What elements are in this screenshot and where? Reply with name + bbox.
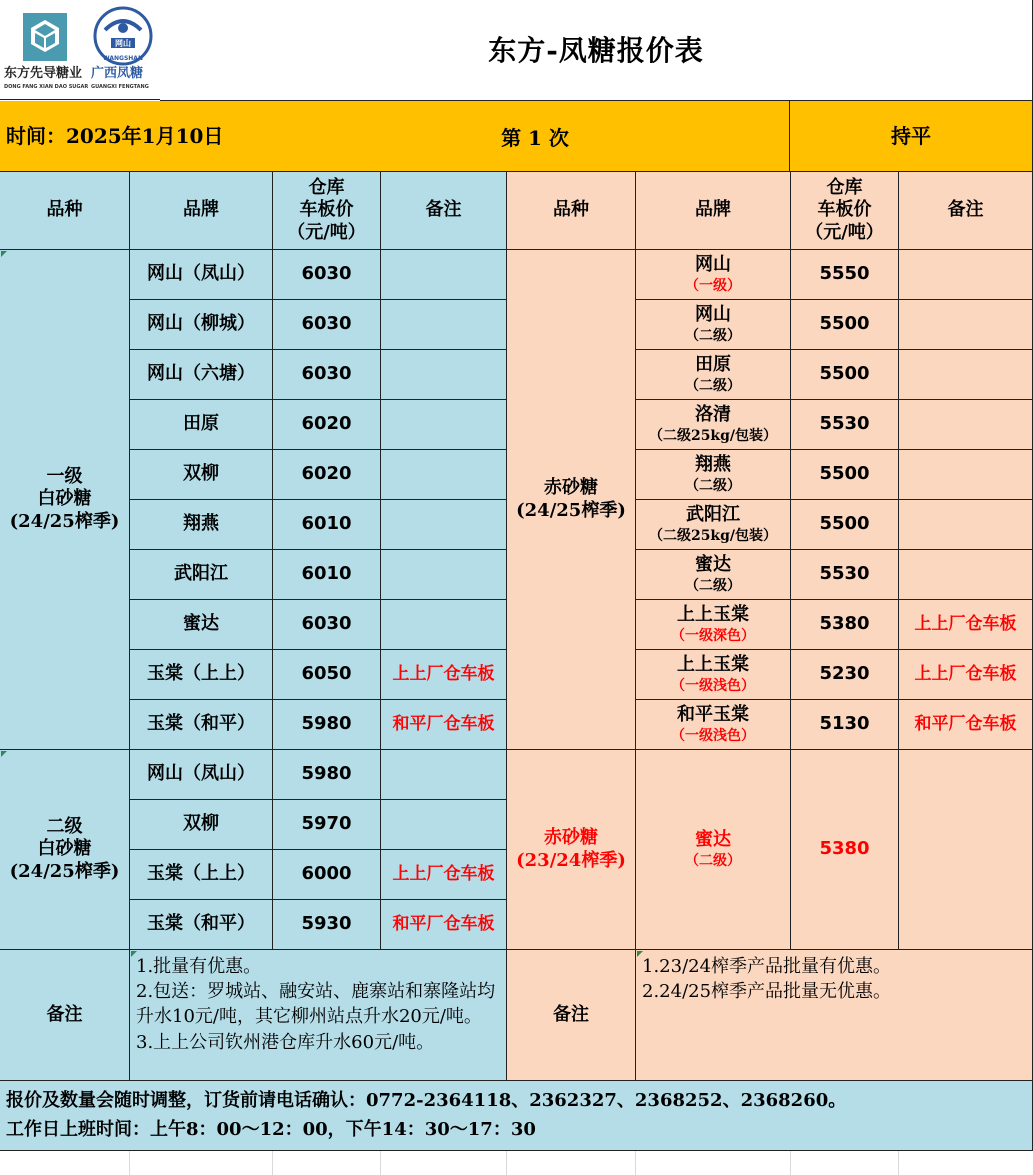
brand-cell <box>636 400 791 450</box>
brand-grade: （一级浅色） <box>671 727 755 744</box>
brand-cell <box>130 700 273 750</box>
price-cell <box>273 750 381 800</box>
price-cell <box>791 300 899 350</box>
header-variety-left <box>0 172 130 250</box>
remark-text: 上上厂仓车板 <box>914 663 1017 684</box>
note-line: 3.上上公司钦州港仓库升水60元/吨。 <box>136 1031 435 1053</box>
brand-cell <box>130 900 273 950</box>
remark-cell <box>381 800 507 850</box>
remark-cell <box>899 500 1033 550</box>
footer-hours: 工作日上班时间：上午8：00～12：00，下午14：30～17：30 <box>6 1118 536 1140</box>
brand-name: 翔燕 <box>695 454 731 476</box>
price-cell <box>791 450 899 500</box>
fengtang-logo-en: GUANGXI FENGTANG <box>91 84 149 90</box>
grade2-white-variety <box>0 750 130 950</box>
dongfang-logo-cn: 东方先导糖业 <box>4 66 83 81</box>
brand-name: 玉棠（和平） <box>147 913 255 935</box>
note-line: 2.包送：罗城站、融安站、鹿寨站和寨隆站均升水10元/吨，其它柳州站点升水20元/吨。 <box>136 981 496 1028</box>
header-label: 车板价 <box>817 199 872 221</box>
header-label: （元/吨） <box>287 221 366 243</box>
brand-cell <box>130 300 273 350</box>
price-cell <box>273 450 381 500</box>
header-remark-right <box>899 172 1033 250</box>
note-line: 1.批量有优惠。 <box>136 956 262 977</box>
remark-cell <box>899 700 1033 750</box>
brand-grade: （一级深色） <box>671 627 755 644</box>
header-label: 品牌 <box>183 199 219 221</box>
price-cell <box>791 550 899 600</box>
brand-name: 武阳江 <box>174 563 228 585</box>
remark-cell <box>381 300 507 350</box>
svg-text:WANGSHAN: WANGSHAN <box>103 55 143 62</box>
header-label: 车板价 <box>299 199 354 221</box>
price-cell <box>791 650 899 700</box>
brand-name: 上上玉棠 <box>677 604 749 626</box>
brand-name: 玉棠（上上） <box>147 663 255 685</box>
price-cell <box>273 300 381 350</box>
price-value: 5530 <box>819 413 870 435</box>
header-label: 品种 <box>46 199 83 221</box>
price-value: 5980 <box>301 763 352 785</box>
price-value: 6010 <box>301 563 352 585</box>
remark-cell <box>899 400 1033 450</box>
brand-cell <box>636 350 791 400</box>
remark-text: 上上厂仓车板 <box>914 613 1017 634</box>
price-value: 5380 <box>819 613 870 635</box>
brand-grade: （二级25kg/包装） <box>648 427 778 444</box>
brand-cell <box>636 500 791 550</box>
price-cell <box>791 700 899 750</box>
status-cell <box>790 101 1033 172</box>
variety-line: 赤砂糖 <box>544 827 598 848</box>
price-cell <box>791 400 899 450</box>
price-value: 5980 <box>301 713 352 735</box>
sheet-title: 东方-凤糖报价表 <box>488 33 704 67</box>
brand-name: 网山 <box>695 254 731 276</box>
red-sugar-current-variety <box>507 250 636 750</box>
header-label: 备注 <box>947 199 984 221</box>
brand-cell <box>636 700 791 750</box>
brand-cell <box>636 600 791 650</box>
price-value: 5500 <box>819 363 870 385</box>
price-value: 6030 <box>301 613 352 635</box>
brand-name: 网山 <box>695 304 731 326</box>
brand-cell <box>130 550 273 600</box>
price-value: 5500 <box>819 463 870 485</box>
brand-name: 蜜达 <box>695 829 731 851</box>
brand-cell <box>130 250 273 300</box>
brand-name: 洛清 <box>695 404 731 426</box>
fengtang-logo <box>93 6 153 73</box>
footer <box>0 1081 1033 1151</box>
red-sugar-old-price <box>791 750 899 950</box>
brand-cell <box>130 600 273 650</box>
remark-text: 和平厂仓车板 <box>392 713 495 734</box>
price-cell <box>273 350 381 400</box>
price-cell <box>273 550 381 600</box>
footer-contact: 报价及数量会随时调整，订货前请电话确认：0772-2364118、2362327、2368252、2368260。 <box>6 1089 847 1111</box>
price-value: 5550 <box>819 263 870 285</box>
empty-grid-row <box>0 1151 1033 1175</box>
remark-cell <box>381 850 507 900</box>
price-value: 6030 <box>301 363 352 385</box>
brand-grade: （二级） <box>685 327 741 344</box>
remark-cell <box>899 650 1033 700</box>
brand-name: 网山（凤山） <box>147 763 255 785</box>
brand-grade: （二级25kg/包装） <box>648 527 778 544</box>
price-value: 6020 <box>301 413 352 435</box>
variety-line: 白砂糖 <box>37 838 92 860</box>
remark-cell <box>381 350 507 400</box>
brand-cell <box>130 350 273 400</box>
price-cell <box>273 600 381 650</box>
remark-cell <box>381 250 507 300</box>
price-value: 6030 <box>301 313 352 335</box>
variety-line: 赤砂糖 <box>544 477 598 498</box>
brand-cell <box>130 400 273 450</box>
price-cell <box>791 500 899 550</box>
dongfang-logo-en: DONG FANG XIAN DAO SUGAR <box>4 84 89 90</box>
notes-label-right <box>507 950 636 1081</box>
remark-text: 上上厂仓车板 <box>392 663 495 684</box>
remark-cell <box>381 450 507 500</box>
price-value: 5500 <box>819 313 870 335</box>
variety-line: (24/25榨季) <box>516 499 626 521</box>
brand-cell <box>636 250 791 300</box>
fengtang-logo-cn: 广西凤糖 <box>91 66 144 81</box>
header-variety-right <box>507 172 636 250</box>
remark-cell <box>899 450 1033 500</box>
logo-area <box>0 0 160 100</box>
price-cell <box>791 350 899 400</box>
variety-line: (23/24榨季) <box>516 849 626 871</box>
price-cell <box>273 400 381 450</box>
quote-round: 第 1 次 <box>501 126 569 150</box>
header-label: 品牌 <box>695 199 731 221</box>
remark-cell <box>381 650 507 700</box>
price-value: 6030 <box>301 263 352 285</box>
price-status: 持平 <box>891 123 931 148</box>
remark-text: 上上厂仓车板 <box>392 863 495 884</box>
brand-cell <box>130 650 273 700</box>
brand-name: 网山（柳城） <box>147 313 255 335</box>
price-cell <box>273 500 381 550</box>
brand-name: 翔燕 <box>183 513 219 535</box>
price-value: 5380 <box>819 838 870 860</box>
price-value: 6010 <box>301 513 352 535</box>
header-label: （元/吨） <box>805 221 884 243</box>
brand-grade: （一级浅色） <box>671 677 755 694</box>
header-label: 仓库 <box>308 176 345 198</box>
brand-name: 武阳江 <box>686 504 740 526</box>
header-label: 仓库 <box>826 176 863 198</box>
header-price-right <box>791 172 899 250</box>
grade1-white-variety <box>0 250 130 750</box>
price-cell <box>273 700 381 750</box>
brand-name: 网山（凤山） <box>147 263 255 285</box>
dongfang-logo <box>22 12 68 69</box>
brand-name: 玉棠（上上） <box>147 863 255 885</box>
brand-cell <box>636 650 791 700</box>
price-value: 5230 <box>819 663 870 685</box>
price-cell <box>273 850 381 900</box>
remark-cell <box>899 600 1033 650</box>
cell-comment-marker <box>1 751 7 757</box>
brand-grade: （二级） <box>685 577 741 594</box>
svg-text:网山: 网山 <box>115 39 131 48</box>
header-brand-right <box>636 172 791 250</box>
variety-line: 一级 <box>46 465 83 487</box>
variety-line: (24/25榨季) <box>9 510 120 532</box>
time-cell <box>0 101 790 172</box>
brand-name: 双柳 <box>183 463 219 485</box>
variety-line: 二级 <box>46 815 83 837</box>
price-value: 6000 <box>301 863 352 885</box>
brand-name: 蜜达 <box>183 613 219 635</box>
remark-cell <box>381 600 507 650</box>
header-remark-left <box>381 172 507 250</box>
price-value: 5130 <box>819 713 870 735</box>
remark-cell <box>381 900 507 950</box>
remark-cell <box>381 400 507 450</box>
note-line: 2.24/25榨季产品批量无优惠。 <box>642 981 892 1003</box>
brand-grade: （一级） <box>685 277 741 294</box>
remark-cell <box>381 750 507 800</box>
price-cell <box>791 600 899 650</box>
remark-cell <box>381 500 507 550</box>
variety-line: (24/25榨季) <box>9 860 120 882</box>
variety-line: 白砂糖 <box>37 488 92 510</box>
header-label: 品种 <box>553 199 589 221</box>
red-sugar-old-variety <box>507 750 636 950</box>
sheet-title-cell <box>160 0 1033 101</box>
brand-cell <box>636 300 791 350</box>
round-cell <box>420 101 650 172</box>
price-value: 6020 <box>301 463 352 485</box>
price-value: 5530 <box>819 563 870 585</box>
brand-name: 蜜达 <box>695 554 731 576</box>
remark-cell <box>899 300 1033 350</box>
red-sugar-old-remark <box>899 750 1033 950</box>
note-line: 1.23/24榨季产品批量有优惠。 <box>642 956 892 977</box>
remark-text: 和平厂仓车板 <box>914 713 1017 734</box>
brand-cell <box>130 450 273 500</box>
notes-label-left <box>0 950 130 1081</box>
price-value: 5500 <box>819 513 870 535</box>
price-cell <box>273 800 381 850</box>
brand-name: 和平玉棠 <box>677 704 749 726</box>
brand-name: 玉棠（和平） <box>147 713 255 735</box>
notes-left <box>130 950 507 1081</box>
brand-grade: （二级） <box>685 377 741 394</box>
notes-label: 备注 <box>553 1003 589 1025</box>
price-cell <box>273 250 381 300</box>
brand-grade: （二级） <box>685 852 741 869</box>
remark-cell <box>899 550 1033 600</box>
notes-right <box>636 950 1033 1081</box>
quote-time: 时间：2025年1月10日 <box>6 123 224 148</box>
price-cell <box>273 900 381 950</box>
brand-cell <box>636 450 791 500</box>
brand-name: 田原 <box>183 413 219 435</box>
remark-cell <box>381 700 507 750</box>
header-label: 备注 <box>425 199 462 221</box>
brand-name: 田原 <box>695 354 731 376</box>
remark-text: 和平厂仓车板 <box>392 913 495 934</box>
header-brand-left <box>130 172 273 250</box>
cell-comment-marker <box>1 251 7 257</box>
remark-cell <box>899 350 1033 400</box>
brand-cell <box>130 500 273 550</box>
notes-label: 备注 <box>46 1003 83 1025</box>
brand-name: 上上玉棠 <box>677 654 749 676</box>
header-price-left <box>273 172 381 250</box>
remark-cell <box>899 250 1033 300</box>
cell-comment-marker <box>131 951 137 957</box>
brand-cell <box>130 850 273 900</box>
price-cell <box>791 250 899 300</box>
brand-cell <box>636 550 791 600</box>
cell-comment-marker <box>637 951 643 957</box>
brand-cell <box>130 800 273 850</box>
brand-cell <box>130 750 273 800</box>
brand-name: 网山（六塘） <box>147 363 255 385</box>
red-sugar-old-brand <box>636 750 791 950</box>
remark-cell <box>381 550 507 600</box>
price-cell <box>273 650 381 700</box>
price-value: 6050 <box>301 663 352 685</box>
price-value: 5970 <box>301 813 352 835</box>
brand-name: 双柳 <box>183 813 219 835</box>
price-value: 5930 <box>301 913 352 935</box>
brand-grade: （二级） <box>685 477 741 494</box>
